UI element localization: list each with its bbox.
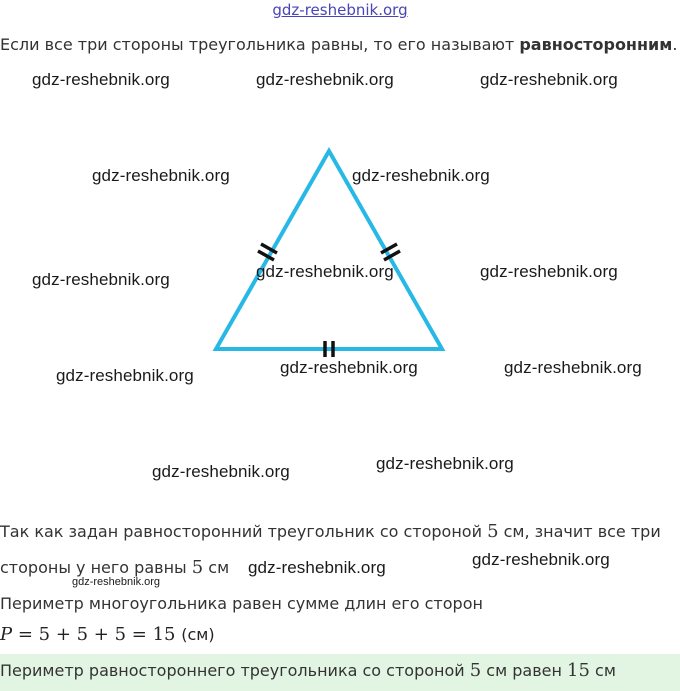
watermark-text: gdz-reshebnik.org	[56, 366, 194, 385]
formula-unit: (см)	[181, 625, 215, 644]
side-length-value: 5	[191, 557, 204, 578]
perimeter-symbol: P	[0, 624, 13, 645]
watermark-text: gdz-reshebnik.org	[376, 454, 514, 473]
paragraph-text: см	[203, 558, 230, 577]
watermark-text: gdz-reshebnik.org	[92, 166, 230, 185]
watermark-text: gdz-reshebnik.org	[480, 70, 618, 89]
paragraph-text: см, значит все три	[498, 522, 661, 541]
paragraph-line-1	[0, 521, 661, 542]
paragraph-text: стороны у него равны	[0, 558, 192, 577]
top-watermark-link[interactable]: gdz-reshebnik.org	[272, 1, 408, 19]
intro-term-bold: равносторонним	[519, 35, 673, 54]
watermark-text: gdz-reshebnik.org	[352, 166, 490, 185]
perimeter-formula	[0, 624, 215, 645]
paragraph-text: Так как задан равносторонний треугольник со стороной	[0, 522, 488, 541]
watermark-text: gdz-reshebnik.org	[256, 262, 394, 281]
answer-text	[0, 660, 616, 681]
answer-side-value: 5	[469, 660, 482, 681]
answer-part: см равен	[481, 661, 568, 680]
watermark-text: gdz-reshebnik.org	[248, 558, 386, 577]
answer-part: см	[589, 661, 616, 680]
watermark-text: gdz-reshebnik.org	[280, 358, 418, 377]
equal-side-ticks	[258, 244, 400, 357]
watermark-text: gdz-reshebnik.org	[480, 262, 618, 281]
perimeter-rule: Периметр многоугольника равен сумме длин его сторон	[0, 594, 483, 613]
watermark-text: gdz-reshebnik.org	[152, 462, 290, 481]
intro-end: .	[672, 35, 678, 54]
watermark-text: gdz-reshebnik.org	[32, 70, 170, 89]
paragraph-line-2	[0, 557, 229, 578]
watermark-text-small: gdz-reshebnik.org	[72, 576, 161, 588]
intro-text-plain: Если все три стороны треугольника равны, то его называют	[0, 35, 520, 54]
side-length-value: 5	[487, 521, 499, 542]
formula-expression: P = 5 + 5 + 5 = 15	[0, 624, 176, 645]
watermark-text: gdz-reshebnik.org	[256, 70, 394, 89]
watermark-text: gdz-reshebnik.org	[32, 270, 170, 289]
watermark-text: gdz-reshebnik.org	[472, 550, 610, 569]
answer-part: Периметр равностороннего треугольника со стороной	[0, 661, 470, 680]
watermark-text: gdz-reshebnik.org	[504, 358, 642, 377]
answer-perimeter-value: 15	[567, 660, 590, 681]
